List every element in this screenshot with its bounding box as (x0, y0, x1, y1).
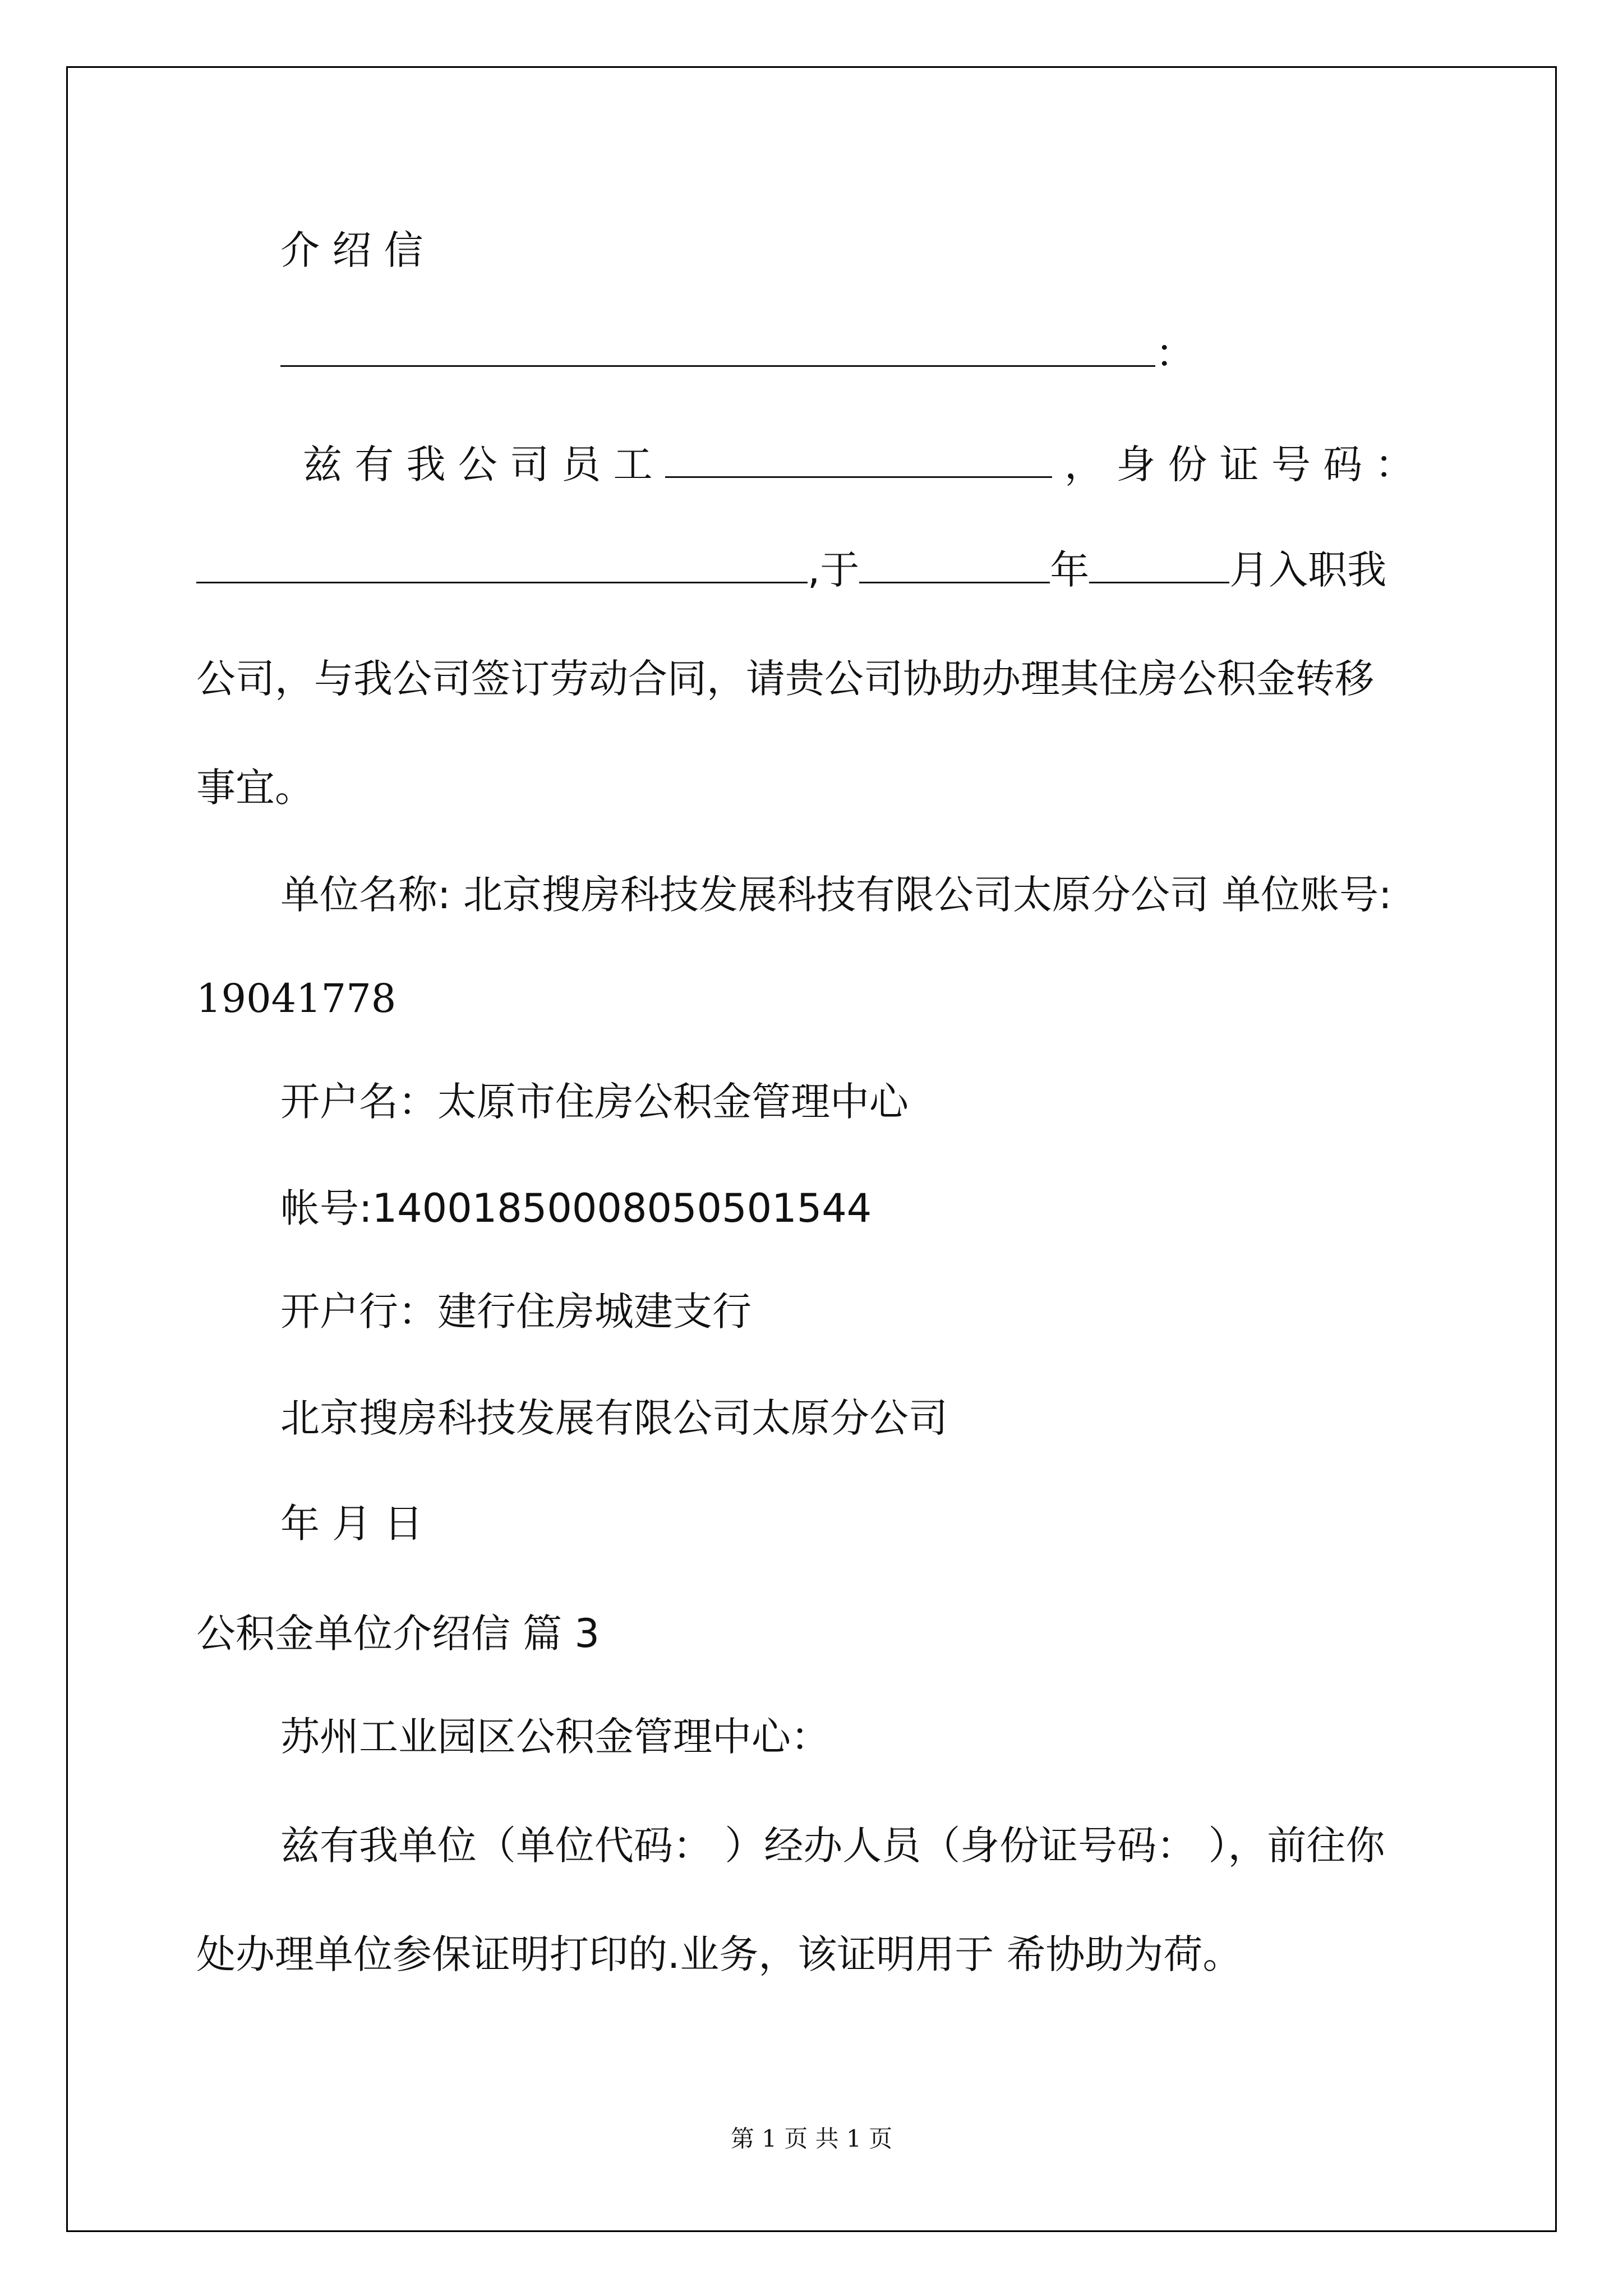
addressee-colon: ： (1155, 330, 1195, 376)
unit-name-line: 单位名称: 北京搜房科技发展科技有限公司太原分公司 单位账号: (280, 872, 1392, 918)
year-blank (859, 576, 1050, 583)
month-blank (1089, 576, 1229, 583)
para2-text-b: 年 (1050, 547, 1090, 593)
para2-text-a: ,于 (808, 547, 860, 593)
letter2-para1: 兹有我单位（单位代码： ）经办人员（身份证号码： ），前往你 (280, 1823, 1385, 1869)
page-border (66, 66, 1557, 2232)
addressee-line (280, 325, 1195, 381)
para1-line (303, 436, 1414, 493)
date-line: 年 月 日 (280, 1501, 423, 1547)
para1-text-b: ， 身 份 证 号 码 ： (1064, 441, 1414, 487)
para3-line: 公司，与我公司签订劳动合同，请贵公司协助办理其住房公积金转移 (196, 656, 1374, 702)
bank-line: 开户行：建行住房城建支行 (280, 1289, 751, 1335)
company-signature: 北京搜房科技发展有限公司太原分公司 (280, 1395, 948, 1441)
employee-name-blank (665, 471, 1052, 478)
para1-text-a: 兹 有 我 公 司 员 工 (303, 441, 653, 487)
para2-line (196, 542, 1386, 598)
para4-line: 事宜。 (196, 765, 314, 811)
addressee-2: 苏州工业园区公积金管理中心： (280, 1714, 830, 1760)
para2-text-c: 月入职我 (1229, 547, 1387, 593)
account-name-line: 开户名：太原市住房公积金管理中心 (280, 1079, 909, 1125)
section-heading: 公积金单位介绍信 篇 3 (196, 1611, 600, 1657)
page-footer: 第 1 页 共 1 页 (730, 2125, 893, 2152)
letter-title: 介 绍 信 (280, 227, 423, 273)
addressee-blank (280, 360, 1155, 367)
unit-account-number: 19041778 (196, 976, 396, 1022)
account-number-line: 帐号:14001850008050501544 (280, 1185, 872, 1231)
letter2-para2: 处办理单位参保证明打印的.业务，该证明用于 希协助为荷。 (196, 1931, 1242, 1977)
id-number-blank (196, 576, 808, 583)
